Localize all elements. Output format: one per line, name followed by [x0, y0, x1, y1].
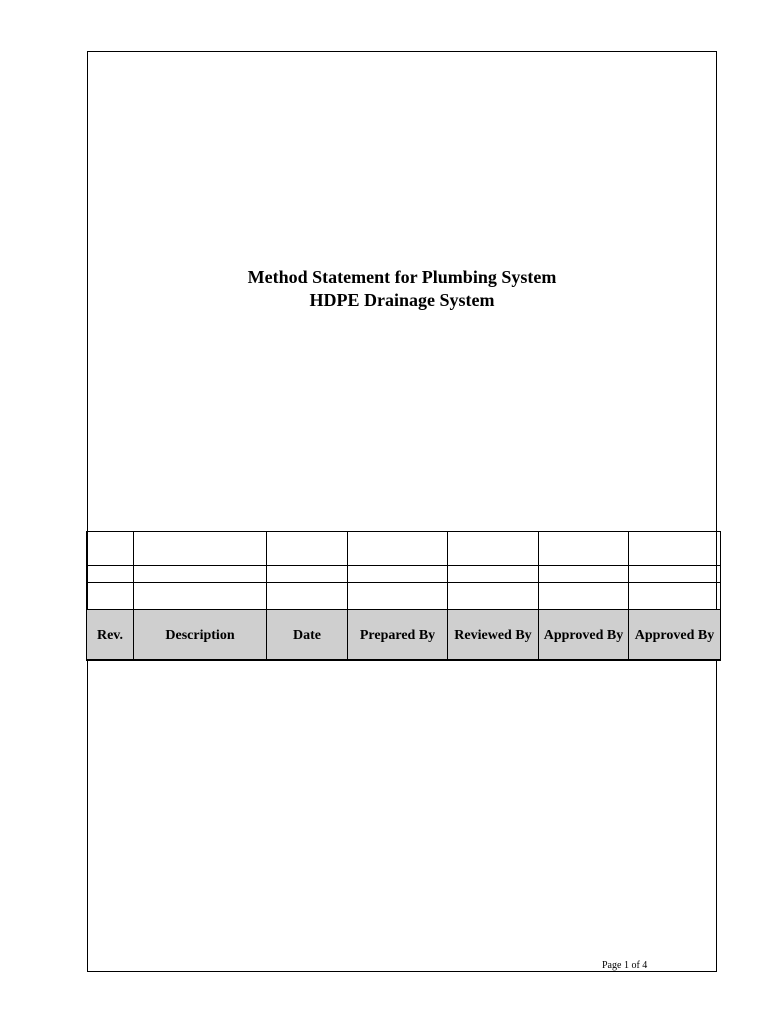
cell-date — [267, 583, 348, 610]
cell-prepared-by — [348, 583, 448, 610]
revision-row — [87, 532, 721, 566]
cell-approved-by-2 — [629, 583, 721, 610]
header-description: Description — [134, 610, 267, 660]
cell-prepared-by — [348, 566, 448, 583]
document-title — [87, 266, 717, 312]
cell-approved-by — [539, 566, 629, 583]
header-date: Date — [267, 610, 348, 660]
cell-reviewed-by — [448, 566, 539, 583]
cell-reviewed-by — [448, 583, 539, 610]
cell-rev — [87, 566, 134, 583]
cell-rev — [87, 532, 134, 566]
header-reviewed-by: Reviewed By — [448, 610, 539, 660]
cell-description — [134, 583, 267, 610]
page-frame — [87, 51, 717, 972]
header-prepared-by: Prepared By — [348, 610, 448, 660]
cell-description — [134, 532, 267, 566]
cell-approved-by — [539, 532, 629, 566]
revision-row — [87, 583, 721, 610]
cell-approved-by-2 — [629, 532, 721, 566]
revision-table — [86, 531, 721, 661]
cell-date — [267, 532, 348, 566]
title-line-2: HDPE Drainage System — [309, 290, 495, 310]
cell-reviewed-by — [448, 532, 539, 566]
page-number: Page 1 of 4 — [602, 960, 648, 971]
cell-description — [134, 566, 267, 583]
cell-rev — [87, 583, 134, 610]
revision-row — [87, 566, 721, 583]
header-approved-by-2: Approved By — [629, 610, 721, 660]
header-rev: Rev. — [87, 610, 134, 660]
title-line-1: Method Statement for Plumbing System — [247, 267, 557, 287]
cell-prepared-by — [348, 532, 448, 566]
cell-approved-by — [539, 583, 629, 610]
header-approved-by: Approved By — [539, 610, 629, 660]
cell-approved-by-2 — [629, 566, 721, 583]
cell-date — [267, 566, 348, 583]
revision-table-header — [87, 610, 721, 660]
